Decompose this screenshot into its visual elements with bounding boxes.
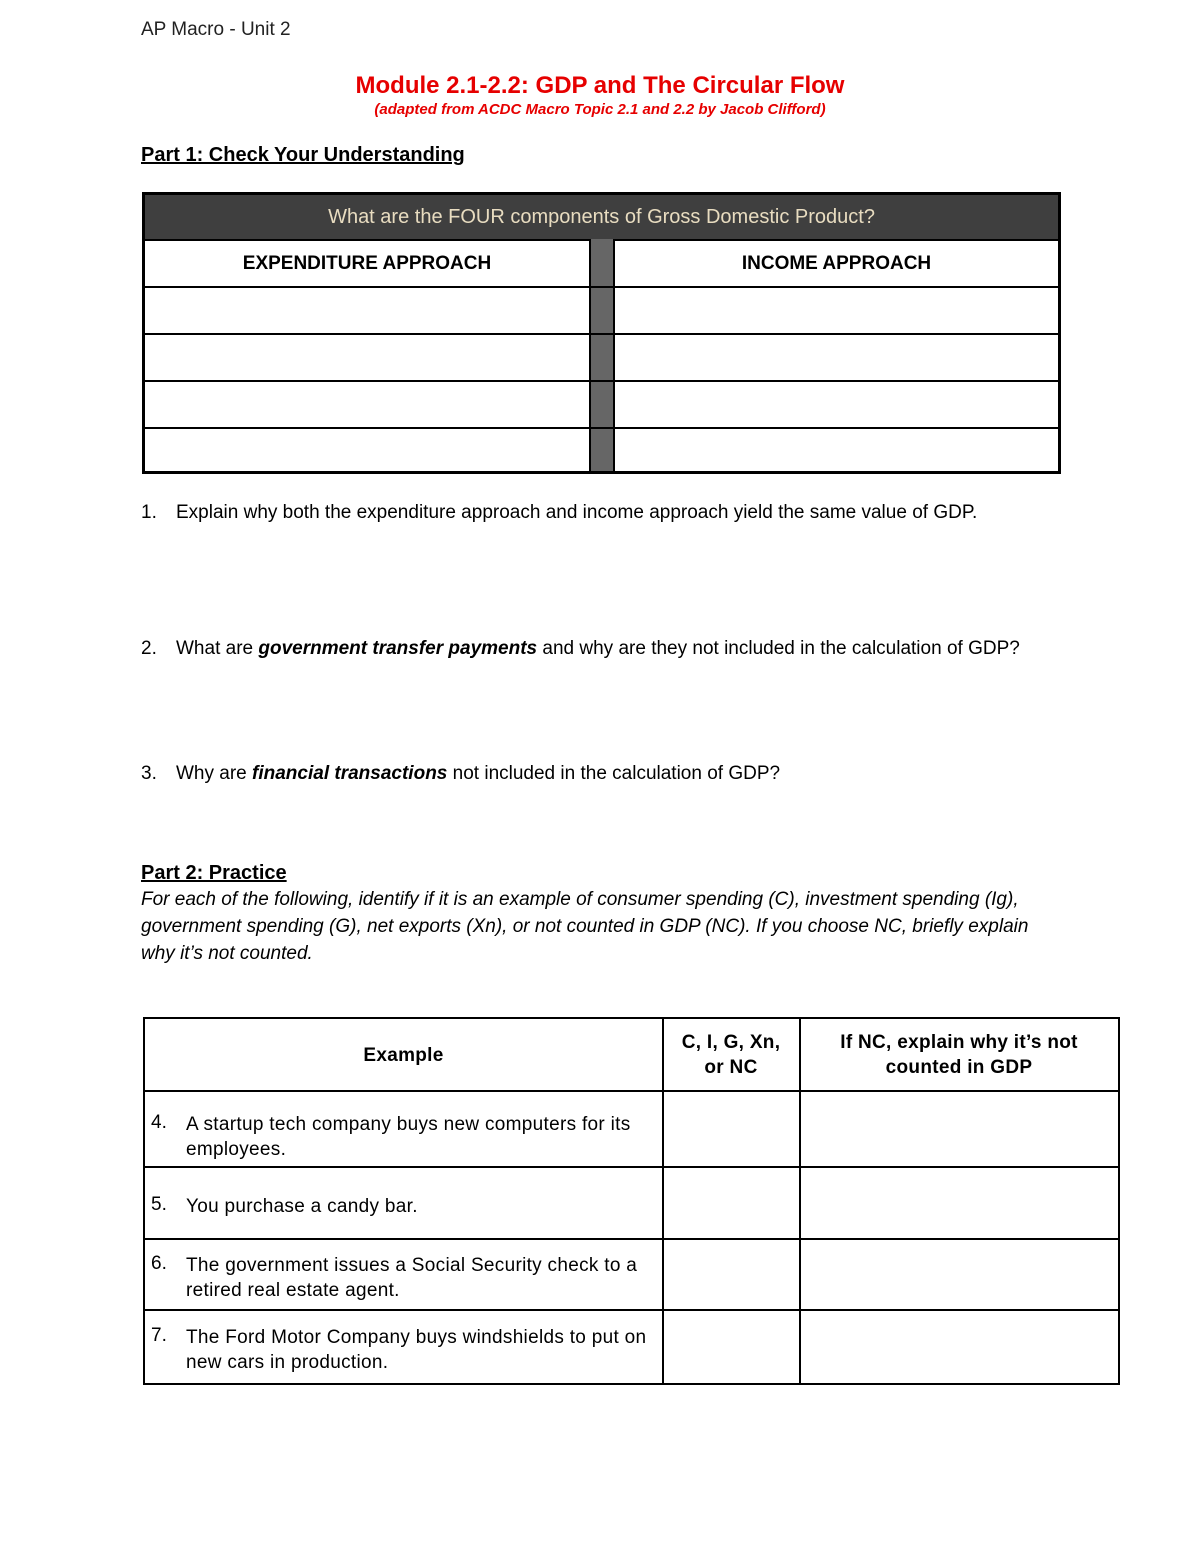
income-answer-cell[interactable] (615, 382, 1058, 427)
gdp-components-table (142, 192, 1061, 474)
question-text: Explain why both the expenditure approach and income approach yield the same value of GDP. (176, 502, 978, 523)
table-rule (143, 1383, 1120, 1385)
expenditure-answer-cell[interactable] (145, 429, 589, 474)
part2-heading: Part 2: Practice (141, 862, 287, 884)
example-text: The government issues a Social Security check to a retired real estate agent. (186, 1255, 638, 1301)
table-rule (143, 1017, 145, 1385)
table-divider (589, 239, 615, 471)
expenditure-answer-cell[interactable] (145, 288, 589, 333)
key-term: financial transactions (252, 763, 448, 784)
expenditure-answer-cell[interactable] (145, 335, 589, 380)
category-header: C, I, G, Xn, or NC (681, 1032, 781, 1078)
page-title: Module 2.1-2.2: GDP and The Circular Flow (355, 72, 845, 99)
question-number: 3. (141, 763, 157, 784)
category-answer-cell[interactable] (664, 1168, 799, 1238)
question-text-part: Why are (176, 763, 253, 784)
row-number: 7. (151, 1325, 167, 1346)
income-approach-header: INCOME APPROACH (741, 253, 932, 274)
question-text (176, 761, 1056, 787)
expenditure-answer-cell[interactable] (145, 382, 589, 427)
explanation-answer-cell[interactable] (801, 1092, 1118, 1166)
explanation-answer-cell[interactable] (801, 1240, 1118, 1309)
question-text-part: not included in the calculation of GDP? (447, 763, 781, 784)
example-header: Example (363, 1045, 444, 1066)
explanation-answer-cell[interactable] (801, 1311, 1118, 1383)
income-answer-cell[interactable] (615, 335, 1058, 380)
category-answer-cell[interactable] (664, 1240, 799, 1309)
category-answer-cell[interactable] (664, 1092, 799, 1166)
course-label: AP Macro - Unit 2 (141, 19, 291, 40)
part1-heading: Part 1: Check Your Understanding (141, 144, 465, 166)
category-answer-cell[interactable] (664, 1311, 799, 1383)
expenditure-approach-header: EXPENDITURE APPROACH (242, 253, 492, 274)
row-number: 5. (151, 1194, 167, 1215)
question-text (176, 636, 1056, 662)
example-text: You purchase a candy bar. (186, 1196, 418, 1217)
gdp-table-banner: What are the FOUR components of Gross Domestic Product? (145, 195, 1058, 239)
question-text-part: and why are they not included in the calculation of GDP? (537, 638, 1020, 659)
page-subtitle: (adapted from ACDC Macro Topic 2.1 and 2.2 by Jacob Clifford) (374, 101, 826, 118)
part2-instructions: For each of the following, identify if it is an example of consumer spending (C), investment spending (Ig), government spending (G), net exports (Xn), or not counted in GDP (NC). If you choose NC, briefly explain why it’s not counted. (141, 889, 1029, 964)
income-answer-cell[interactable] (615, 429, 1058, 474)
table-rule (1118, 1017, 1120, 1385)
key-term: government transfer payments (258, 638, 538, 659)
example-text: The Ford Motor Company buys windshields to put on new cars in production. (186, 1327, 647, 1373)
practice-table (143, 1017, 1120, 1385)
table-rule (143, 1017, 1120, 1019)
income-answer-cell[interactable] (615, 288, 1058, 333)
explanation-answer-cell[interactable] (801, 1168, 1118, 1238)
row-number: 4. (151, 1112, 167, 1133)
question-text-part: What are (176, 638, 259, 659)
question-number: 1. (141, 502, 157, 523)
question-number: 2. (141, 638, 157, 659)
nc-explanation-header: If NC, explain why it’s not counted in GDP (840, 1032, 1078, 1078)
example-text: A startup tech company buys new computers for its employees. (186, 1114, 631, 1160)
row-number: 6. (151, 1253, 167, 1274)
